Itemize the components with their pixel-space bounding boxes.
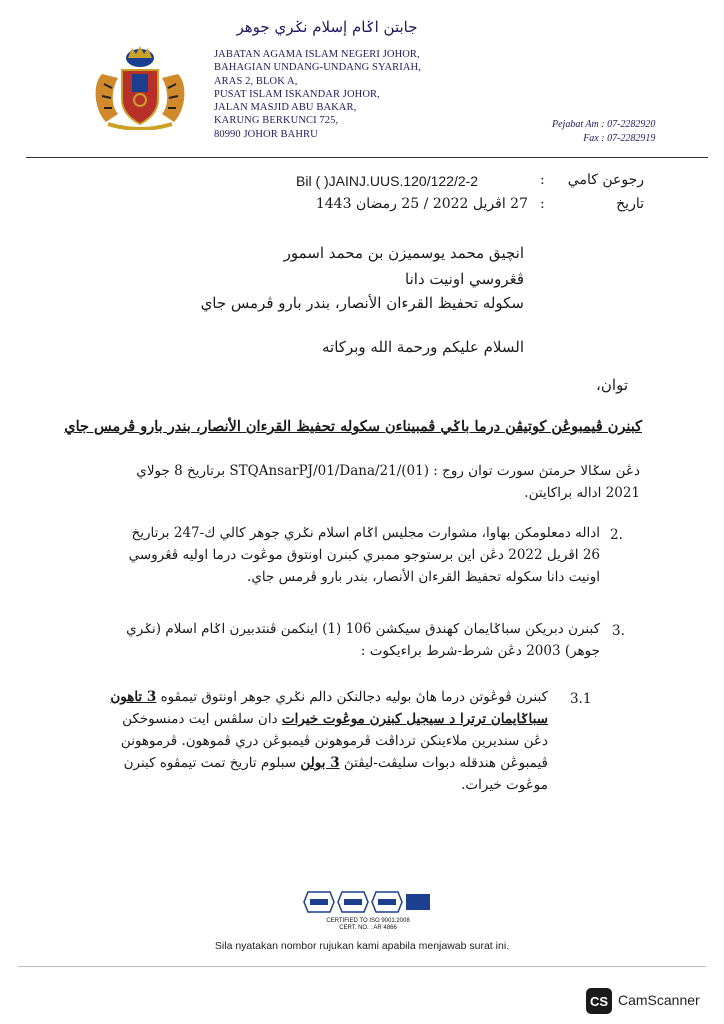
johor-crest-logo xyxy=(88,44,192,130)
date-label: تاريخ xyxy=(616,196,644,212)
emphasis-months: 3 بولن xyxy=(300,755,340,771)
letterhead-address xyxy=(214,48,421,141)
emphasis-duration: 3 تاهون xyxy=(110,689,157,705)
contact-numbers xyxy=(552,118,655,146)
subparagraph-3-1-number: 3.1 xyxy=(570,691,592,707)
address-line: 80990 JOHOR BAHRU xyxy=(214,128,318,140)
certification-text xyxy=(300,918,436,932)
text-run: ڤيمبوڠن هندقله دبوات سليڤت-ليڤتڽ xyxy=(339,755,548,771)
greeting: السلام عليكم ورحمة الله وبركاته xyxy=(322,338,524,356)
address-line: PUSAT ISLAM ISKANDAR JOHOR, xyxy=(214,88,380,100)
phone-number: Pejabat Am : 07-2282920 xyxy=(552,119,656,130)
camscanner-watermark xyxy=(586,988,716,1018)
text-line: موڠوت خيرات. xyxy=(461,777,548,793)
letter-subject: كبنرن ڤيمبوڠن كوتيڤن درما باݢي ڤمبيناءن سکوله تحفيظ القرءان الأنصار، بندر بارو ڤرمس جاي xyxy=(64,418,642,435)
camscanner-logo-icon: CS xyxy=(586,988,612,1014)
date-colon: : xyxy=(540,196,545,212)
paragraph-2-number: 2. xyxy=(610,527,623,543)
subparagraph-3-1 xyxy=(110,686,548,796)
reference-number: Bil ( )JAINJ.UUS.120/122/2-2 xyxy=(296,173,479,189)
text-line: دڠن سنديرين ملاءينكن ترداڤت ڤرموهونن ڤيمبوڠن دري ڤموهون. ڤرموهونن xyxy=(120,733,548,749)
address-line: JABATAN AGAMA ISLAM NEGERI JOHOR, xyxy=(214,49,420,60)
text-run: كبنرن ڤوڠوتن درما هاڽ بوليه دجالنكن دالم نݢري جوهر اونتوق تيمڤوه xyxy=(156,689,548,705)
address-line: JALAN MASJID ABU BAKAR, xyxy=(214,102,357,114)
footer-divider xyxy=(18,966,706,967)
salutation: توان، xyxy=(596,376,628,394)
text-run: سبلوم تاريخ تمت تيمڤوه كبنرن xyxy=(123,755,301,771)
iso-text: CERTIFIED TO ISO 9001:2008 xyxy=(326,918,410,924)
address-line: KARUNG BERKUNCI 725, xyxy=(214,115,339,127)
address-line: ARAS 2, BLOK A, xyxy=(214,75,298,87)
paragraph-2: اداله دمعلومكن بهاوا، مشوارت مجليس اݢام اسلام نݢري جوهر كالي ك-247 برتاريخ 26 اڤريل 2022 دڠن اين برستوجو ممبري كبنرن اونتوق موڠوت درما اوليه ڤڠروسي اونيت دانا سکوله تحفيظ القرءان الأنصار، بندر بارو ڤرمس جاي. xyxy=(128,525,600,585)
reference-label: رجوعن كامي xyxy=(567,172,644,188)
recipient-title: ڤڠروسي اونيت دانا xyxy=(405,270,524,288)
letter-date: 27 اڤريل 2022 / 25 رمضان 1443 xyxy=(315,196,528,212)
recipient-organization: سکوله تحفيظ القرءان الأنصار، بندر بارو ڤرمس جاي xyxy=(200,294,524,312)
cert-number: CERT. NO. : AR 4866 xyxy=(339,925,397,931)
address-line: BAHAGIAN UNDANG-UNDANG SYARIAH, xyxy=(214,62,421,74)
text-run: دان سلڤس ايت دمنسوخكن xyxy=(122,711,282,727)
camscanner-label: CamScanner xyxy=(618,992,700,1008)
paragraph-1: دڠن سݢالا حرمتڽ سورت توان روج : STQAnsarPJ/01/Dana/21/(01) برتاريخ 8 جولاي 2021 اداله براكايتن. xyxy=(136,463,640,501)
paragraph-3: كبنرن دبريكن سباݢايمان كهندق سيكشن 106 (1) اينكمن ڤنتدبيرن اݢام اسلام (نݢري جوهر) 2003 دڠن شرط-شرط براءيكوت : xyxy=(126,621,600,659)
reference-colon: : xyxy=(540,172,545,188)
fax-number: Fax : 07-2282919 xyxy=(583,133,656,144)
paragraph-3-number: 3. xyxy=(612,623,625,639)
department-name-jawi: جابتن اݢام إسلام نݢري جوهر xyxy=(236,18,418,36)
letterhead-divider xyxy=(26,157,708,158)
recipient-name: انچيق محمد يوسميزن بن محمد اسمور xyxy=(283,244,524,262)
footer-note: Sila nyatakan nombor rujukan kami apabila menjawab surat ini. xyxy=(214,940,510,952)
emphasis-certificate: سباݢايمان ترترا د سيجيل كبنرن موڠوت خيرات xyxy=(281,711,548,727)
